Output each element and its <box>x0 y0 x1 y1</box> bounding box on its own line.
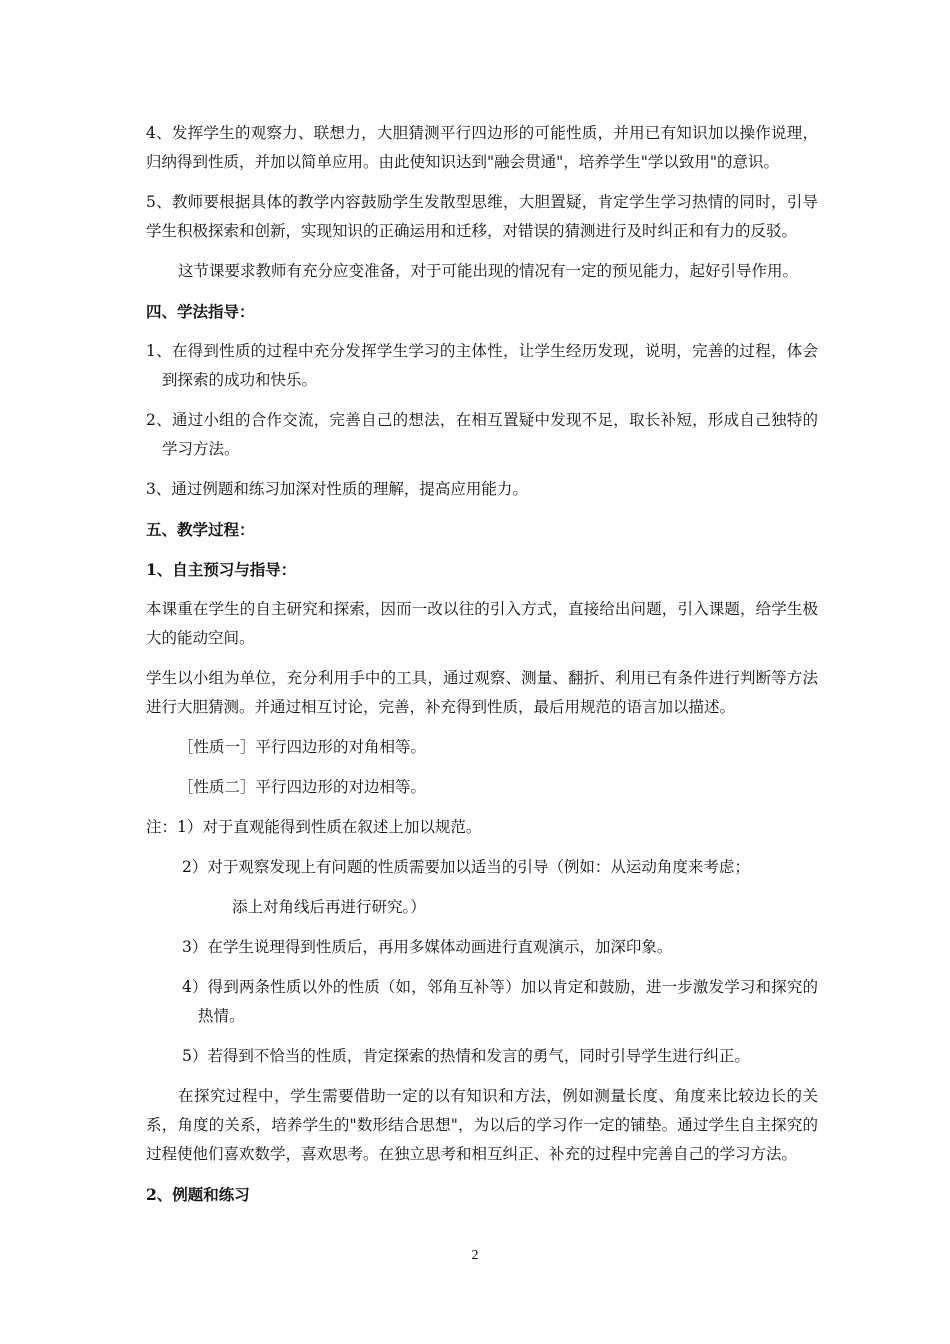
page-number: 2 <box>471 1248 479 1263</box>
section-heading-teaching-process: 五、教学过程： <box>146 520 255 539</box>
note-item-1: 注：1）对于直观能得到性质在叙述上加以规范。 <box>146 818 482 836</box>
study-guidance-item-1: 1、在得到性质的过程中充分发挥学生学习的主体性，让学生经历发现，说明，完善的过程，体会到探索的成功和快乐。 <box>146 342 818 389</box>
note-item-3: 3）在学生说理得到性质后，再用多媒体动画进行直观演示，加深印象。 <box>182 938 673 956</box>
paragraph-intro-2: 学生以小组为单位，充分利用手中的工具，通过观察、测量、翻折、利用已有条件进行判断等方法进行大胆猜测。并通过相互讨论，完善，补充得到性质，最后用规范的语言加以描述。 <box>146 669 818 716</box>
paragraph-goal-5: 5、教师要根据具体的教学内容鼓励学生发散型思维，大胆置疑，肯定学生学习热情的同时，引导学生积极探索和创新，实现知识的正确运用和迁移，对错误的猜测进行及时纠正和有力的反驳。 <box>146 193 818 240</box>
property-two: ［性质二］平行四边形的对边相等。 <box>178 778 427 796</box>
paragraph-intro-1: 本课重在学生的自主研究和探索，因而一改以往的引入方式，直接给出问题，引入课题，给学生极大的能动空间。 <box>146 600 818 647</box>
note-item-5: 5）若得到不恰当的性质，肯定探索的热情和发言的勇气，同时引导学生进行纠正。 <box>182 1047 750 1065</box>
document-body <box>146 119 818 1209</box>
study-guidance-item-2: 2、通过小组的合作交流，完善自己的想法，在相互置疑中发现不足，取长补短，形成自己独特的学习方法。 <box>146 411 818 458</box>
study-guidance-item-3: 3、通过例题和练习加深对性质的理解，提高应用能力。 <box>146 480 528 498</box>
note-item-2-continuation: 添上对角线后再进行研究。） <box>232 898 426 916</box>
subsection-heading-self-study: 1、自主预习与指导： <box>146 560 297 579</box>
paragraph-goal-4: 4、发挥学生的观察力、联想力，大胆猜测平行四边形的可能性质，并用已有知识加以操作说理，归纳得到性质，并加以简单应用。由此使知识达到"融会贯通"，培养学生"学以致用"的意识。 <box>146 124 818 171</box>
property-one: ［性质一］平行四边形的对角相等。 <box>178 738 427 756</box>
note-item-4: 4）得到两条性质以外的性质（如，邻角互补等）加以肯定和鼓励，进一步激发学习和探究的热情。 <box>182 978 818 1025</box>
note-item-2: 2）对于观察发现上有问题的性质需要加以适当的引导（例如：从运动角度来考虑； <box>182 858 750 876</box>
paragraph-teacher-preparation: 这节课要求教师有充分应变准备，对于可能出现的情况有一定的预见能力，起好引导作用。 <box>178 262 799 280</box>
paragraph-exploration-summary: 在探究过程中，学生需要借助一定的以有知识和方法，例如测量长度、角度来比较边长的关系，角度的关系，培养学生的"数形结合思想"，为以后的学习作一定的铺垫。通过学生自主探究的过程使他们喜欢数学，喜欢思考。在独立思考和相互纠正、补充的过程中完善自己的学习方法。 <box>146 1087 818 1163</box>
section-heading-study-guidance: 四、学法指导： <box>146 302 255 321</box>
subsection-heading-examples-exercises: 2、例题和练习 <box>146 1185 250 1204</box>
